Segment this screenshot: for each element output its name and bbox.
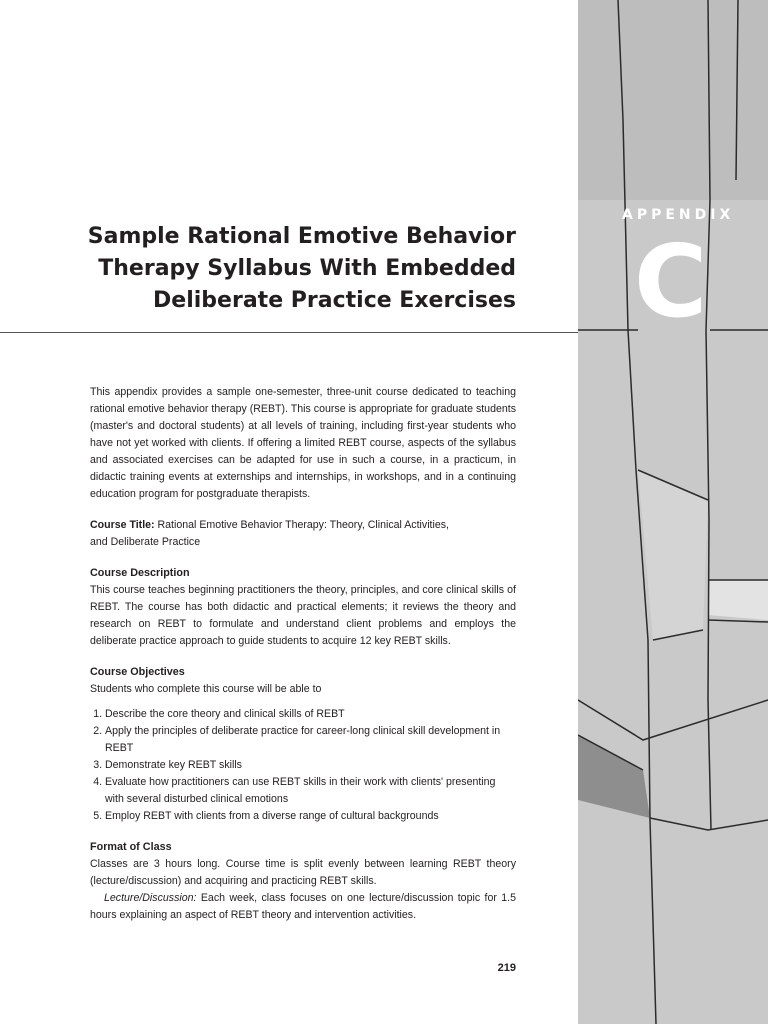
course-title-block — [90, 517, 516, 551]
course-description-body: This course teaches beginning practitioners the theory, principles, and core clinical skills of REBT. The course has both didactic and practical elements; it reviews the theory and research on REBT to formulate and understand client problems and employs the deliberate practice approach to guide students to acquire 12 key REBT skills. — [90, 584, 516, 647]
course-objectives-lead: Students who complete this course will be able to — [90, 683, 322, 695]
objective-item: 2. Apply the principles of deliberate practice for career-long clinical skill development in REBT — [105, 723, 516, 757]
format-paragraph-2 — [90, 890, 516, 924]
course-objectives-heading: Course Objectives — [90, 666, 185, 678]
title-line: Deliberate Practice Exercises — [153, 288, 516, 313]
format-of-class-heading: Format of Class — [90, 841, 172, 853]
objective-item: 4. Evaluate how practitioners can use REBT skills in their work with clients' presenting with several disturbed clinical emotions — [105, 774, 516, 808]
format-paragraph-1: Classes are 3 hours long. Course time is split evenly between learning REBT theory (lecture/discussion) and acquiring and practicing REBT skills. — [90, 858, 516, 887]
objective-item: 5. Employ REBT with clients from a diverse range of cultural backgrounds — [105, 808, 516, 825]
objectives-list — [90, 706, 516, 825]
title-divider — [0, 332, 578, 333]
course-title-value-line1: Rational Emotive Behavior Therapy: Theory, Clinical Activities, — [157, 519, 449, 531]
format-paragraph-2-label: Lecture/Discussion: — [104, 892, 197, 904]
page-number: 219 — [497, 962, 516, 974]
objective-item: 1. Describe the core theory and clinical skills of REBT — [105, 706, 516, 723]
objective-item: 3. Demonstrate key REBT skills — [105, 757, 516, 774]
format-paragraph-2-body: Each week, class focuses on one lecture/discussion topic for 1.5 hours explaining an aspect of REBT theory and intervention activities. — [90, 892, 516, 921]
appendix-letter: C — [634, 223, 708, 340]
cracked-wall-texture — [578, 0, 768, 1024]
title-line: Sample Rational Emotive Behavior — [87, 224, 516, 249]
course-description-heading: Course Description — [90, 567, 190, 579]
course-title-value-line2: and Deliberate Practice — [90, 536, 201, 548]
course-title-label: Course Title: — [90, 519, 155, 531]
decorative-side-panel — [578, 0, 768, 1024]
appendix-label: APPENDIX — [622, 207, 735, 223]
intro-paragraph: This appendix provides a sample one-semester, three-unit course dedicated to teaching rational emotive behavior therapy (REBT). This course is appropriate for graduate students (master's and doctoral students) at all levels of training, including first-year students who have not yet worked with clients. If offering a limited REBT course, aspects of the syllabus and associated exercises can be adapted for use in such a course, in a practicum, in didactic training events at externships and internships, in workshops, and in a continuing education program for postgraduate therapists. — [90, 386, 516, 500]
chapter-title — [60, 221, 516, 317]
page-body — [90, 384, 516, 924]
title-line: Therapy Syllabus With Embedded — [98, 256, 516, 281]
